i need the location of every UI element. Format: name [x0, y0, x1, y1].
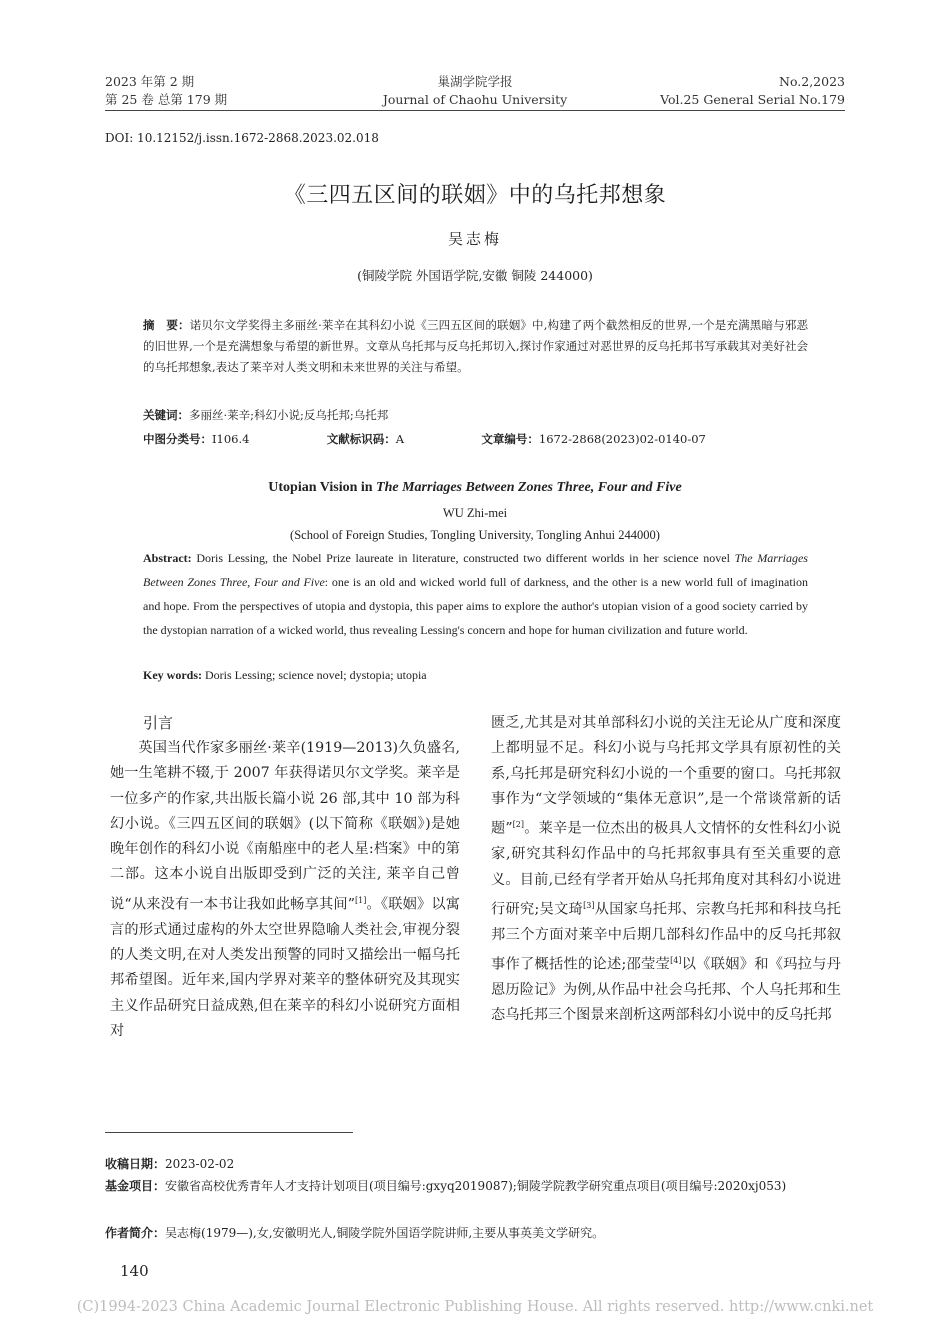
- right-text-3: 从国家乌托邦、宗教乌托邦和科技乌托邦三个方面对莱辛中后期几部科幻作品中的反乌托邦叙事作了概括性的论述;邵莹莹: [491, 901, 841, 973]
- keywords-label: 关键词：: [143, 408, 189, 422]
- body-right-column: [491, 711, 841, 1029]
- right-text-1: 匮乏,尤其是对其单部科幻小说的关注无论从广度和深度上都明显不足。科幻小说与乌托邦文学具有原初性的关系,乌托邦是研究科幻小说的一个重要的窗口。乌托邦叙事作为“文学领域的“集体无意识”,是一个常谈常新的话题”: [491, 715, 841, 837]
- abstract-label: 摘 要：: [143, 318, 190, 332]
- doc-code-value: A: [395, 432, 405, 446]
- body-left-column: [110, 736, 460, 1044]
- english-abstract: [143, 546, 808, 642]
- copyright-watermark: (C)1994-2023 China Academic Journal Electronic Publishing House. All rights reserved. http://www.cnki.net: [76, 1299, 874, 1315]
- author-name: 吴志梅: [447, 230, 502, 248]
- english-affiliation: (School of Foreign Studies, Tongling University, Tongling Anhui 244000): [290, 528, 660, 542]
- abstract-text: 诺贝尔文学奖得主多丽丝·莱辛在其科幻小说《三四五区间的联姻》中,构建了两个截然相反的世界,一个是充满黑暗与邪恶的旧世界,一个是充满想象与希望的新世界。文章从乌托邦与反乌托邦切入,探讨作家通过对恶世界的反乌托邦书写承载其对美好社会的乌托邦想象,表达了莱辛对人类文明和未来世界的关注与希望。: [143, 318, 809, 374]
- volume-line: 第 25 卷 总第 179 期: [105, 92, 228, 107]
- english-author: WU Zhi-mei: [442, 506, 508, 520]
- clc-label: 中图分类号：: [143, 432, 212, 446]
- journal-name-en: Journal of Chaohu University: [382, 92, 568, 107]
- received-date: 2023-02-02: [165, 1157, 235, 1171]
- footnote-rule: [105, 1132, 353, 1133]
- volume-serial-en: Vol.25 General Serial No.179: [660, 92, 845, 107]
- doc-code-label: 文献标识码：: [326, 432, 396, 446]
- right-text-4: 以《联姻》和《玛拉与丹恩历险记》为例,从作品中社会乌托邦、个人乌托邦和生态乌托邦三个图景来剖析这两部科幻小说中的反乌托邦: [491, 956, 841, 1024]
- english-title-italic: The Marriages Between Zones Three, Four and Five: [376, 480, 682, 495]
- citation-1: [1]: [355, 895, 367, 905]
- journal-name-cn: 巢湖学院学报: [437, 74, 513, 89]
- issue-line: 2023 年第 2 期: [105, 74, 195, 89]
- fund-label: 基金项目：: [105, 1179, 166, 1193]
- intro-text-2: 。《联姻》以寓言的形式通过虚构的外太空世界隐喻人类社会,审视分裂的人类文明,在对人类发出预警的同时又描绘出一幅乌托邦希望图。近年来,国内学界对莱辛的整体研究及其现实主义作品研究日益成熟,但在莱辛的科幻小说研究方面相对: [110, 896, 460, 1039]
- paragraph-continued: [491, 711, 841, 1029]
- bio-text: 吴志梅(1979—),女,安徽明光人,铜陵学院外国语学院讲师,主要从事英美文学研究。: [165, 1226, 605, 1240]
- citation-4: [4]: [670, 956, 682, 966]
- section-heading: 引言: [143, 714, 174, 732]
- doi: DOI: 10.12152/j.issn.1672-2868.2023.02.018: [105, 131, 379, 145]
- citation-2: [2]: [512, 820, 525, 830]
- english-keywords-label: Key words:: [143, 668, 205, 682]
- header-left: [105, 73, 227, 109]
- keywords-cn: [143, 405, 808, 426]
- footnote-bio: [105, 1222, 845, 1244]
- english-keywords-text: Doris Lessing; science novel; dystopia; utopia: [205, 668, 427, 682]
- header-rule: [105, 110, 845, 111]
- fund-text: 安徽省高校优秀青年人才支持计划项目(项目编号:gxyq2019087);铜陵学院教学研究重点项目(项目编号:2020xj053): [165, 1179, 787, 1193]
- issue-number-en: No.2,2023: [779, 74, 845, 89]
- clc-value: I106.4: [212, 432, 250, 446]
- paragraph-intro: [110, 736, 460, 1044]
- english-title: [0, 480, 950, 496]
- right-text-2: 。莱辛是一位杰出的极具人文情怀的女性科幻小说家,研究其科幻作品中的乌托邦叙事具有至关重要的意义。目前,已经有学者开始从乌托邦角度对其科幻小说进行研究;吴文琦: [491, 820, 841, 918]
- english-title-plain: Utopian Vision in: [268, 480, 377, 495]
- english-abstract-label: Abstract:: [143, 551, 197, 565]
- bio-label: 作者简介：: [105, 1226, 166, 1240]
- article-no-value: 1672-2868(2023)02-0140-07: [538, 432, 706, 446]
- footnote-fund: [105, 1175, 845, 1197]
- keywords-text: 多丽丝·莱辛;科幻小说;反乌托邦;乌托邦: [189, 408, 389, 422]
- english-keywords: [143, 663, 808, 687]
- classification-line: [143, 429, 808, 450]
- citation-3: [3]: [583, 900, 595, 910]
- abstract-cn: [143, 315, 808, 378]
- footnote-received: [105, 1153, 845, 1175]
- english-abstract-text-2: : one is an old and wicked world full of darkness, and the other is a new world full of imagination and hope. From the perspectives of utopia and dystopia, this paper aims to explore the author's utopian vision of a good society carried by the dystopian narration of a wicked world, thus revealing Lessing's concern and hope for human civilization and future world.: [143, 575, 809, 637]
- header-right: [660, 73, 845, 109]
- intro-text-1: 英国当代作家多丽丝·莱辛(1919—2013)久负盛名,她一生笔耕不辍,于 2007 年获得诺贝尔文学奖。莱辛是一位多产的作家,共出版长篇小说 26 部,其中 10 部为科幻小说。《三四五区间的联姻》(以下简称《联姻》)是她晚年创作的科幻小说《南船座中的老人星:档案》中的第二部。这本小说自出版即受到广泛的关注, 莱辛自己曾说“从来没有一本书让我如此畅享其间”: [110, 740, 460, 913]
- affiliation: (铜陵学院 外国语学院,安徽 铜陵 244000): [357, 268, 593, 283]
- article-title: 《三四五区间的联姻》中的乌托邦想象: [283, 183, 667, 208]
- header-center: [325, 73, 625, 109]
- english-abstract-text-1: Doris Lessing, the Nobel Prize laureate in literature, constructed two different worlds in her science novel: [196, 551, 735, 565]
- page-number: 140: [120, 1262, 149, 1280]
- article-no-label: 文章编号：: [481, 432, 539, 446]
- english-abstract-italic-title: The Marriages Between Zones Three, Four and Five: [143, 551, 808, 589]
- received-label: 收稿日期：: [105, 1157, 166, 1171]
